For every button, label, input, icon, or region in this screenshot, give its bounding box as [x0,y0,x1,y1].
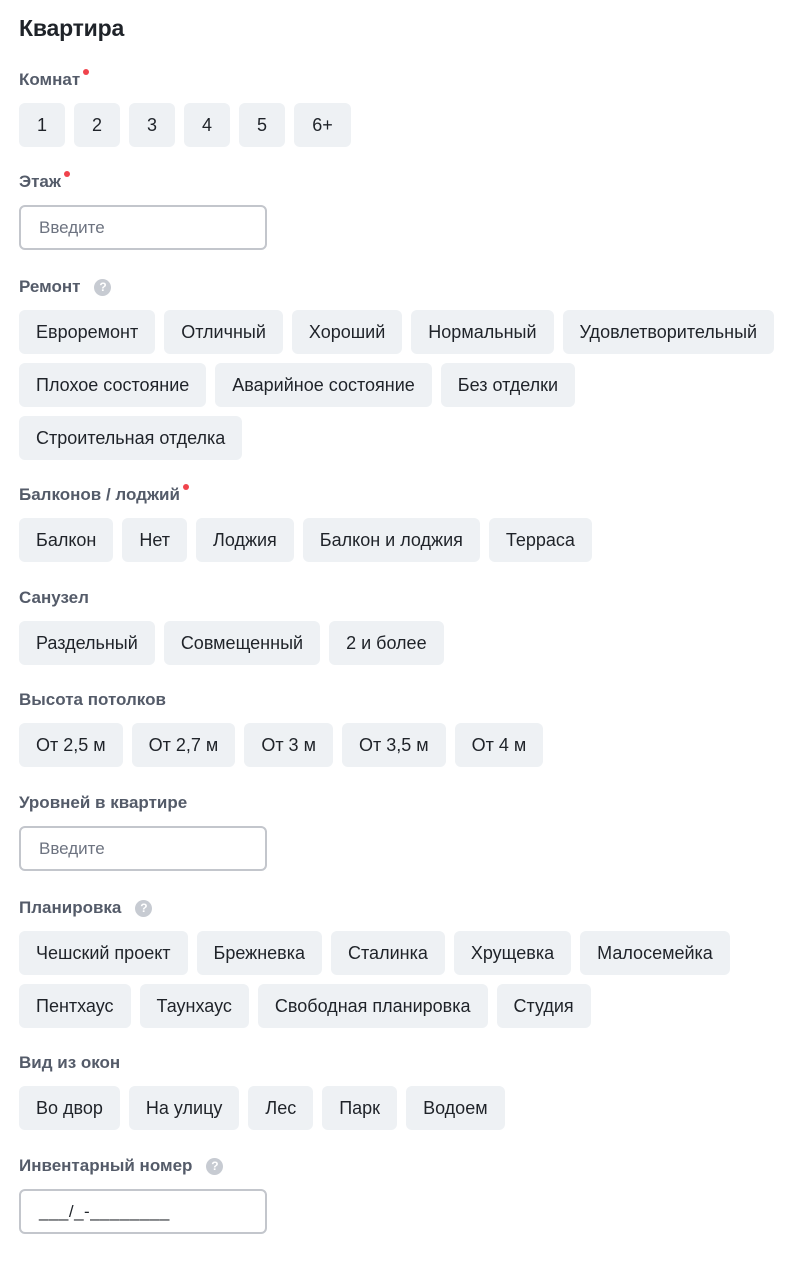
ceiling-option[interactable]: От 3 м [244,723,333,767]
balconies-options [19,518,799,562]
ceiling-options [19,723,799,767]
renovation-option[interactable]: Строительная отделка [19,416,242,460]
inventory-label: Инвентарный номер [19,1156,193,1175]
renovation-label-row [19,275,799,299]
layout-label-row [19,896,799,920]
page-title: Квартира [19,15,125,41]
rooms-options [19,103,799,147]
window-view-option[interactable]: Водоем [406,1086,505,1130]
levels-label: Уровней в квартире [19,793,188,812]
rooms-section [19,68,799,147]
floor-input[interactable]: Введите [19,205,267,250]
rooms-option-2[interactable]: 2 [74,103,120,147]
required-indicator [83,69,89,75]
balconies-option[interactable]: Балкон и лоджия [303,518,480,562]
levels-section [19,791,799,871]
ceiling-option[interactable]: От 4 м [455,723,544,767]
window-view-options [19,1086,799,1130]
ceiling-label: Высота потолков [19,690,166,709]
balconies-option[interactable]: Балкон [19,518,113,562]
balconies-label: Балконов / лоджий [19,485,180,504]
required-indicator [183,484,189,490]
question-icon[interactable]: ? [94,279,111,296]
renovation-option[interactable]: Евроремонт [19,310,155,354]
renovation-label: Ремонт [19,277,81,296]
question-icon[interactable]: ? [135,900,152,917]
levels-input[interactable]: Введите [19,826,267,871]
window-view-option[interactable]: Во двор [19,1086,120,1130]
bathroom-option[interactable]: Совмещенный [164,621,320,665]
layout-option[interactable]: Брежневка [197,931,322,975]
ceiling-option[interactable]: От 2,5 м [19,723,123,767]
layout-option[interactable]: Сталинка [331,931,445,975]
question-icon[interactable]: ? [206,1158,223,1175]
layout-option[interactable]: Пентхаус [19,984,131,1028]
rooms-option-4[interactable]: 4 [184,103,230,147]
inventory-label-row [19,1154,799,1178]
ceiling-label-row [19,688,799,712]
inventory-section [19,1154,799,1234]
floor-label: Этаж [19,172,61,191]
ceiling-section [19,688,799,767]
layout-option[interactable]: Малосемейка [580,931,730,975]
balconies-option[interactable]: Терраса [489,518,592,562]
balconies-option[interactable]: Нет [122,518,187,562]
floor-section [19,170,799,250]
balconies-option[interactable]: Лоджия [196,518,294,562]
bathroom-option[interactable]: Раздельный [19,621,155,665]
balconies-section [19,483,799,562]
window-view-label: Вид из окон [19,1053,121,1072]
window-view-section [19,1051,799,1130]
renovation-options [19,310,799,460]
renovation-option[interactable]: Плохое состояние [19,363,206,407]
floor-label-row [19,170,799,194]
layout-option[interactable]: Свободная планировка [258,984,488,1028]
renovation-section [19,275,799,460]
renovation-option[interactable]: Аварийное состояние [215,363,431,407]
ceiling-option[interactable]: От 2,7 м [132,723,236,767]
layout-option[interactable]: Хрущевка [454,931,571,975]
rooms-label-row [19,68,799,92]
layout-options [19,931,799,1028]
inventory-number-input[interactable]: ___/_-________ [19,1189,267,1234]
bathroom-option[interactable]: 2 и более [329,621,444,665]
rooms-option-6plus[interactable]: 6+ [294,103,351,147]
layout-option[interactable]: Таунхаус [140,984,249,1028]
rooms-option-1[interactable]: 1 [19,103,65,147]
bathroom-section [19,586,799,665]
layout-option[interactable]: Чешский проект [19,931,188,975]
renovation-option[interactable]: Без отделки [441,363,575,407]
required-indicator [64,171,70,177]
rooms-label: Комнат [19,70,81,89]
balconies-label-row [19,483,799,507]
rooms-option-3[interactable]: 3 [129,103,175,147]
renovation-option[interactable]: Нормальный [411,310,553,354]
window-view-option[interactable]: Лес [248,1086,313,1130]
window-view-label-row [19,1051,799,1075]
renovation-option[interactable]: Удовлетворительный [563,310,775,354]
layout-section [19,896,799,1028]
renovation-option[interactable]: Хороший [292,310,402,354]
layout-option[interactable]: Студия [497,984,591,1028]
bathroom-label: Санузел [19,588,89,607]
levels-label-row [19,791,799,815]
rooms-option-5[interactable]: 5 [239,103,285,147]
ceiling-option[interactable]: От 3,5 м [342,723,446,767]
layout-label: Планировка [19,898,122,917]
window-view-option[interactable]: На улицу [129,1086,239,1130]
bathroom-label-row [19,586,799,610]
renovation-option[interactable]: Отличный [164,310,283,354]
window-view-option[interactable]: Парк [322,1086,397,1130]
bathroom-options [19,621,799,665]
